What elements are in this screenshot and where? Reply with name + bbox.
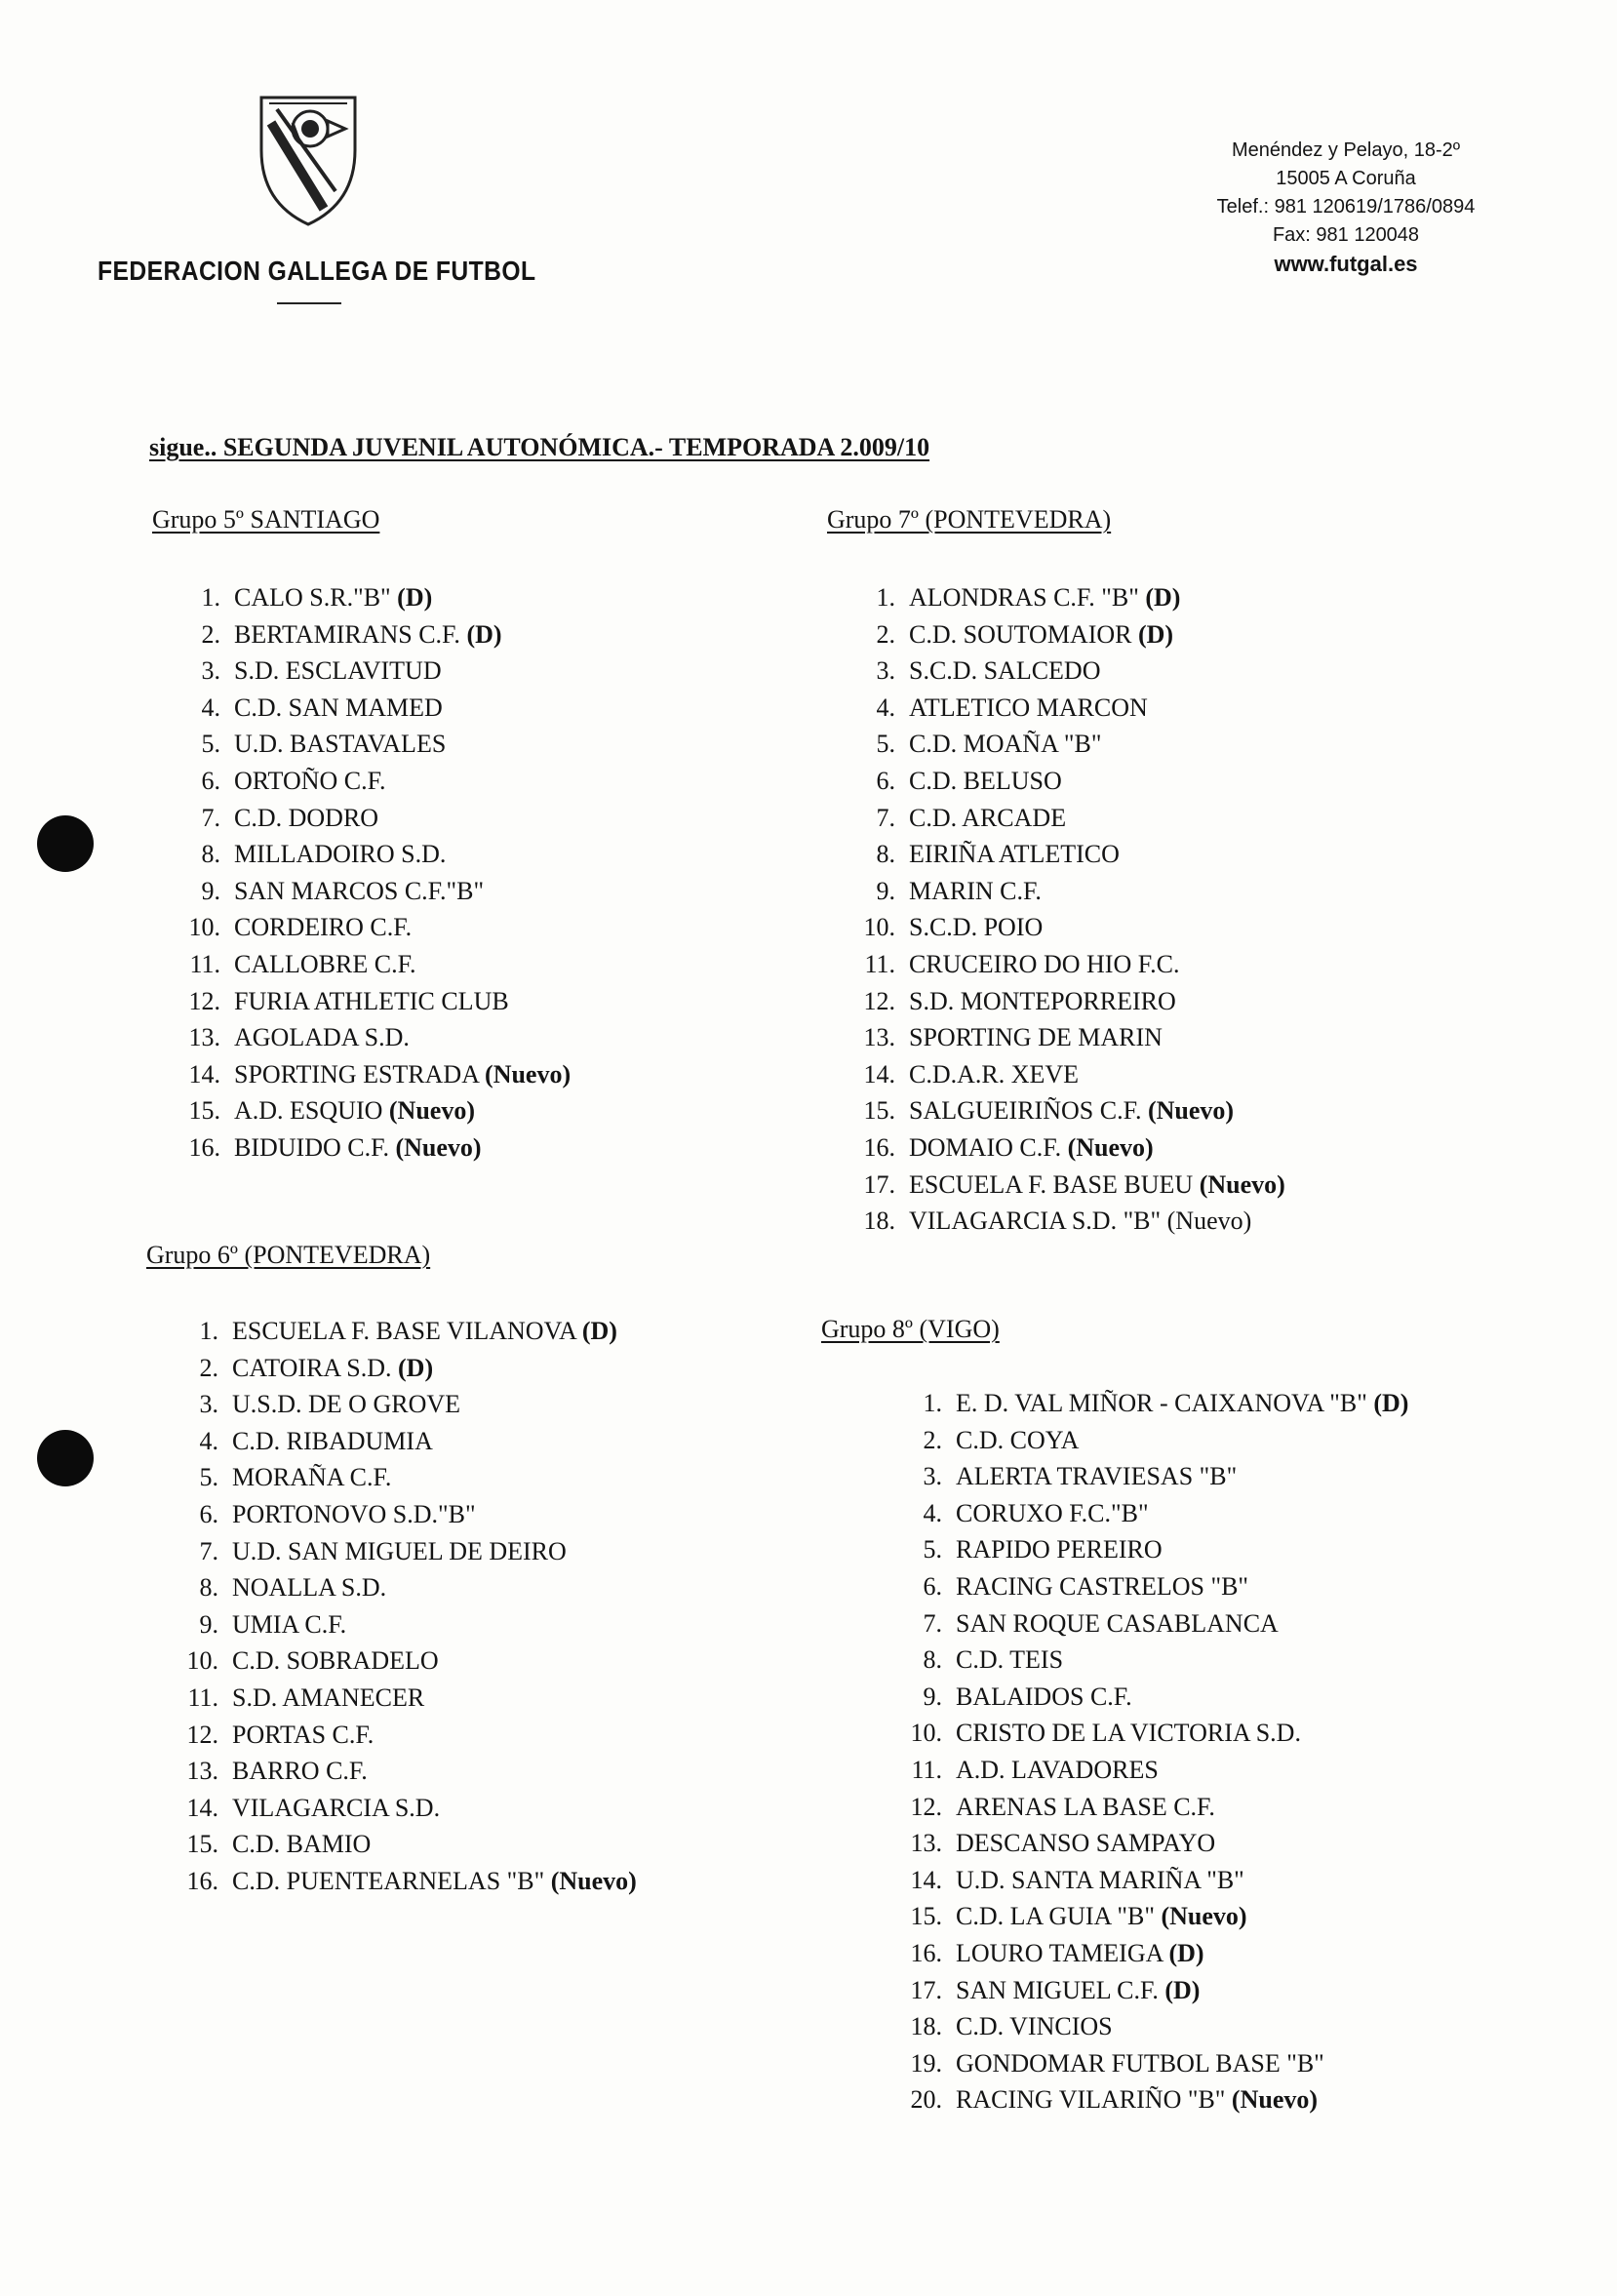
team-number: 4. — [199, 1426, 218, 1455]
team-number: 7. — [199, 1536, 218, 1565]
team-number: 12. — [863, 986, 895, 1015]
team-number: 5. — [201, 730, 220, 759]
team-row — [170, 1753, 637, 1790]
federation-crest-icon — [256, 94, 361, 228]
team-number: 15. — [186, 1830, 218, 1859]
team-name: C.D. BELUSO — [909, 766, 1062, 795]
team-name: C.D. DODRO — [234, 803, 379, 832]
team-name: C.D. BAMIO — [232, 1830, 372, 1859]
team-row — [847, 653, 1285, 690]
address-block — [1151, 137, 1541, 278]
team-number: 8. — [201, 840, 220, 869]
team-name: SAN MIGUEL C.F. — [956, 1975, 1159, 2004]
team-row — [170, 1459, 637, 1496]
team-number: 6. — [201, 766, 220, 795]
team-row — [893, 1862, 1408, 1899]
team-name: ESCUELA F. BASE BUEU — [909, 1169, 1194, 1199]
team-status-note: (D) — [1373, 1389, 1409, 1417]
team-number: 12. — [910, 1792, 942, 1821]
team-row — [172, 800, 571, 837]
team-number: 16. — [186, 1866, 218, 1895]
team-number: 9. — [876, 876, 895, 905]
team-name: CALLOBRE C.F. — [234, 949, 416, 978]
team-row — [847, 836, 1285, 873]
team-name: CORDEIRO C.F. — [234, 913, 413, 942]
team-name: UMIA C.F. — [232, 1609, 347, 1639]
team-row — [893, 1972, 1408, 2009]
team-row — [172, 1129, 571, 1167]
team-number: 16. — [863, 1132, 895, 1162]
team-row — [170, 1496, 637, 1533]
team-number: 4. — [201, 693, 220, 722]
team-row — [172, 690, 571, 727]
team-row — [893, 1531, 1408, 1568]
team-number: 13. — [188, 1023, 220, 1052]
team-name: BIDUIDO C.F. — [234, 1132, 389, 1162]
group-7-team-list — [847, 579, 1285, 1240]
team-row — [847, 763, 1285, 800]
team-row — [847, 909, 1285, 946]
team-row — [847, 616, 1285, 653]
team-name: U.D. BASTAVALES — [234, 730, 447, 759]
team-row — [170, 1423, 637, 1460]
team-number: 6. — [923, 1571, 942, 1601]
team-row — [893, 1679, 1408, 1716]
team-number: 1. — [199, 1317, 218, 1345]
team-number: 14. — [863, 1059, 895, 1089]
team-row — [172, 983, 571, 1020]
team-number: 15. — [188, 1096, 220, 1126]
team-number: 9. — [923, 1682, 942, 1711]
team-row — [172, 1092, 571, 1129]
team-row — [170, 1313, 637, 1350]
team-row — [170, 1790, 637, 1827]
team-name: CRISTO DE LA VICTORIA S.D. — [956, 1719, 1301, 1748]
team-name: SAN ROQUE CASABLANCA — [956, 1608, 1279, 1638]
team-row — [847, 983, 1285, 1020]
team-row — [893, 1568, 1408, 1605]
team-number: 8. — [876, 840, 895, 869]
team-name: CORUXO F.C."B" — [956, 1498, 1149, 1527]
team-number: 18. — [863, 1207, 895, 1236]
team-number: 3. — [201, 656, 220, 686]
team-status-note: (D) — [1164, 1975, 1201, 2004]
team-status-note: (D) — [466, 619, 502, 649]
team-name: S.C.D. POIO — [909, 913, 1044, 942]
team-row — [172, 873, 571, 910]
team-name: PORTAS C.F. — [232, 1720, 375, 1749]
team-number: 9. — [199, 1609, 218, 1639]
team-name: S.C.D. SALCEDO — [909, 656, 1101, 686]
team-row — [172, 946, 571, 983]
team-name: BERTAMIRANS C.F. — [234, 619, 460, 649]
team-row — [893, 1385, 1408, 1422]
team-row — [893, 1752, 1408, 1789]
team-row — [170, 1680, 637, 1717]
team-name: C.D. VINCIOS — [956, 2012, 1113, 2041]
team-status-note: (D) — [397, 583, 433, 612]
team-name: CRUCEIRO DO HIO F.C. — [909, 949, 1180, 978]
team-row — [893, 2081, 1408, 2118]
team-number: 6. — [876, 766, 895, 795]
team-status-note: (Nuevo) — [1147, 1096, 1235, 1126]
team-row — [847, 800, 1285, 837]
team-name: DESCANSO SAMPAYO — [956, 1829, 1216, 1858]
team-row — [893, 1642, 1408, 1679]
team-row — [847, 1167, 1285, 1204]
team-number: 10. — [188, 913, 220, 942]
team-row — [847, 1129, 1285, 1167]
team-number: 17. — [863, 1169, 895, 1199]
team-name: U.D. SANTA MARIÑA "B" — [956, 1865, 1244, 1894]
team-row — [893, 1789, 1408, 1826]
team-name: BALAIDOS C.F. — [956, 1682, 1132, 1711]
team-number: 2. — [876, 619, 895, 649]
team-row — [847, 1056, 1285, 1093]
team-name: C.D. SAN MAMED — [234, 693, 443, 722]
team-row — [172, 1019, 571, 1056]
punch-hole — [37, 1430, 94, 1486]
team-number: 5. — [876, 730, 895, 759]
team-number: 2. — [199, 1353, 218, 1382]
team-name: C.D. ARCADE — [909, 803, 1067, 832]
team-number: 15. — [910, 1902, 942, 1931]
team-number: 7. — [201, 803, 220, 832]
team-name: NOALLA S.D. — [232, 1573, 387, 1603]
team-status-note: (D) — [1145, 583, 1181, 612]
team-row — [893, 1458, 1408, 1495]
team-status-note: (Nuevo) — [1067, 1132, 1154, 1162]
team-name: PORTONOVO S.D."B" — [232, 1499, 476, 1528]
team-number: 14. — [910, 1865, 942, 1894]
team-row — [170, 1717, 637, 1754]
team-number: 16. — [188, 1132, 220, 1162]
team-row — [170, 1863, 637, 1900]
team-status-note: (Nuevo) — [1161, 1902, 1247, 1931]
team-name: A.D. ESQUIO — [234, 1096, 383, 1126]
team-name: VILAGARCIA S.D. — [232, 1793, 441, 1822]
team-name: S.D. MONTEPORREIRO — [909, 986, 1176, 1015]
team-row — [170, 1350, 637, 1387]
team-number: 7. — [923, 1608, 942, 1638]
team-status-note: (D) — [1138, 619, 1174, 649]
team-row — [893, 1715, 1408, 1752]
team-name: LOURO TAMEIGA — [956, 1938, 1163, 1967]
team-status-note: (Nuevo) — [485, 1059, 572, 1089]
team-name: U.D. SAN MIGUEL DE DEIRO — [232, 1536, 567, 1565]
team-row — [170, 1826, 637, 1863]
document-title: sigue.. SEGUNDA JUVENIL AUTONÓMICA.- TEMPORADA 2.009/10 — [149, 433, 930, 461]
team-number: 3. — [199, 1390, 218, 1419]
team-status-note: (D) — [581, 1317, 617, 1345]
team-name: RAPIDO PEREIRO — [956, 1535, 1163, 1564]
team-status-note: (Nuevo) — [388, 1096, 475, 1126]
team-row — [847, 873, 1285, 910]
team-row — [170, 1386, 637, 1423]
team-row — [172, 616, 571, 653]
team-number: 13. — [186, 1757, 218, 1786]
team-name: ALONDRAS C.F. "B" — [909, 583, 1139, 612]
team-number: 10. — [910, 1719, 942, 1748]
team-row — [170, 1533, 637, 1570]
team-row — [172, 726, 571, 763]
team-name: ALERTA TRAVIESAS "B" — [956, 1462, 1238, 1491]
team-number: 10. — [863, 913, 895, 942]
team-number: 2. — [201, 619, 220, 649]
team-number: 4. — [923, 1498, 942, 1527]
team-name: SPORTING DE MARIN — [909, 1023, 1163, 1052]
team-number: 12. — [186, 1720, 218, 1749]
team-name: C.D. COYA — [956, 1425, 1080, 1454]
team-name: EIRIÑA ATLETICO — [909, 840, 1120, 869]
divider — [277, 302, 341, 304]
team-row — [847, 1203, 1285, 1240]
team-number: 11. — [187, 1682, 218, 1712]
team-row — [847, 1019, 1285, 1056]
team-row — [847, 1092, 1285, 1129]
address-line: 15005 A Coruña — [1276, 168, 1416, 189]
team-status-note: (D) — [1168, 1938, 1204, 1967]
team-name: S.D. AMANECER — [232, 1682, 425, 1712]
team-name: MARIN C.F. — [909, 876, 1042, 905]
team-number: 17. — [910, 1975, 942, 2004]
team-name: AGOLADA S.D. — [234, 1023, 410, 1052]
team-name: DOMAIO C.F. — [909, 1132, 1062, 1162]
group-8-team-list — [893, 1385, 1408, 2118]
team-number: 8. — [199, 1573, 218, 1603]
group-5-title: Grupo 5º SANTIAGO — [152, 505, 380, 534]
team-name: CALO S.R."B" — [234, 583, 391, 612]
team-name: SAN MARCOS C.F."B" — [234, 876, 485, 905]
team-number: 5. — [923, 1535, 942, 1564]
team-number: 11. — [189, 949, 220, 978]
team-row — [893, 1898, 1408, 1935]
team-row — [172, 836, 571, 873]
fax-line: Fax: 981 120048 — [1272, 224, 1420, 246]
team-name: FURIA ATHLETIC CLUB — [234, 986, 509, 1015]
team-number: 18. — [910, 2012, 942, 2041]
team-number: 19. — [910, 2048, 942, 2078]
team-row — [893, 1605, 1408, 1643]
team-number: 11. — [864, 949, 895, 978]
team-row — [847, 690, 1285, 727]
team-name: CATOIRA S.D. — [232, 1353, 392, 1382]
team-row — [172, 653, 571, 690]
team-number: 12. — [188, 986, 220, 1015]
team-row — [170, 1643, 637, 1680]
group-6-title: Grupo 6º (PONTEVEDRA) — [146, 1241, 431, 1269]
team-number: 3. — [876, 656, 895, 686]
team-name: RACING VILARIÑO "B" — [956, 2085, 1226, 2115]
team-name: SPORTING ESTRADA — [234, 1059, 479, 1089]
phone-line: Telef.: 981 120619/1786/0894 — [1216, 196, 1476, 218]
group-8-title: Grupo 8º (VIGO) — [821, 1315, 1000, 1343]
team-row — [172, 579, 571, 616]
team-number: 6. — [199, 1499, 218, 1528]
team-row — [847, 579, 1285, 616]
team-name: C.D. SOBRADELO — [232, 1646, 439, 1676]
team-row — [170, 1569, 637, 1606]
team-status-note: (Nuevo) — [1199, 1169, 1285, 1199]
team-row — [170, 1606, 637, 1643]
team-number: 1. — [923, 1389, 942, 1417]
team-name: C.D. RIBADUMIA — [232, 1426, 433, 1455]
team-row — [847, 726, 1285, 763]
team-row — [172, 763, 571, 800]
team-name: VILAGARCIA S.D. "B" (Nuevo) — [909, 1207, 1252, 1236]
team-name: C.D. MOAÑA "B" — [909, 730, 1102, 759]
team-number: 3. — [923, 1462, 942, 1491]
team-status-note: (Nuevo) — [1231, 2085, 1319, 2115]
team-number: 15. — [863, 1096, 895, 1126]
punch-hole — [37, 815, 94, 872]
team-name: ATLETICO MARCON — [909, 693, 1148, 722]
team-name: RACING CASTRELOS "B" — [956, 1571, 1249, 1601]
address-line: Menéndez y Pelayo, 18-2º — [1231, 139, 1461, 161]
team-name: MORAÑA C.F. — [232, 1463, 392, 1492]
team-row — [893, 2008, 1408, 2045]
team-name: C.D. SOUTOMAIOR — [909, 619, 1132, 649]
team-status-note: (Nuevo) — [395, 1132, 482, 1162]
team-number: 13. — [863, 1023, 895, 1052]
team-number: 8. — [923, 1645, 942, 1675]
team-name: C.D. LA GUIA "B" — [956, 1902, 1155, 1931]
team-row — [847, 946, 1285, 983]
team-number: 1. — [201, 583, 220, 612]
team-row — [172, 1056, 571, 1093]
team-name: MILLADOIRO S.D. — [234, 840, 447, 869]
team-number: 13. — [910, 1829, 942, 1858]
team-number: 20. — [910, 2085, 942, 2115]
team-name: A.D. LAVADORES — [956, 1755, 1159, 1784]
team-row — [893, 2045, 1408, 2082]
team-status-note: (D) — [398, 1353, 434, 1382]
team-row — [893, 1495, 1408, 1532]
team-number: 7. — [876, 803, 895, 832]
team-row — [893, 1935, 1408, 1972]
group-5-team-list — [172, 579, 571, 1167]
team-number: 14. — [188, 1059, 220, 1089]
group-7-title: Grupo 7º (PONTEVEDRA) — [827, 505, 1112, 534]
team-number: 1. — [876, 583, 895, 612]
group-6-team-list — [170, 1313, 637, 1900]
team-row — [172, 909, 571, 946]
team-number: 10. — [186, 1646, 218, 1676]
team-name: E. D. VAL MIÑOR - CAIXANOVA "B" — [956, 1389, 1367, 1417]
federation-name: FEDERACION GALLEGA DE FUTBOL — [98, 256, 536, 286]
team-number: 11. — [911, 1755, 942, 1784]
team-status-note: (Nuevo) — [550, 1866, 637, 1895]
team-number: 16. — [910, 1938, 942, 1967]
website-link[interactable]: www.futgal.es — [1274, 252, 1418, 276]
team-name: S.D. ESCLAVITUD — [234, 656, 442, 686]
team-name: ORTOÑO C.F. — [234, 766, 386, 795]
team-name: ARENAS LA BASE C.F. — [956, 1792, 1215, 1821]
team-name: SALGUEIRIÑOS C.F. — [909, 1096, 1142, 1126]
team-number: 14. — [186, 1793, 218, 1822]
team-name: GONDOMAR FUTBOL BASE "B" — [956, 2048, 1324, 2078]
team-number: 9. — [201, 876, 220, 905]
team-number: 4. — [876, 693, 895, 722]
team-name: C.D. TEIS — [956, 1645, 1064, 1675]
team-row — [893, 1422, 1408, 1459]
team-number: 2. — [923, 1425, 942, 1454]
team-name: C.D.A.R. XEVE — [909, 1059, 1080, 1089]
team-name: C.D. PUENTEARNELAS "B" — [232, 1866, 545, 1895]
team-name: ESCUELA F. BASE VILANOVA — [232, 1317, 576, 1345]
team-name: U.S.D. DE O GROVE — [232, 1390, 460, 1419]
team-number: 5. — [199, 1463, 218, 1492]
team-row — [893, 1825, 1408, 1862]
team-name: BARRO C.F. — [232, 1757, 368, 1786]
